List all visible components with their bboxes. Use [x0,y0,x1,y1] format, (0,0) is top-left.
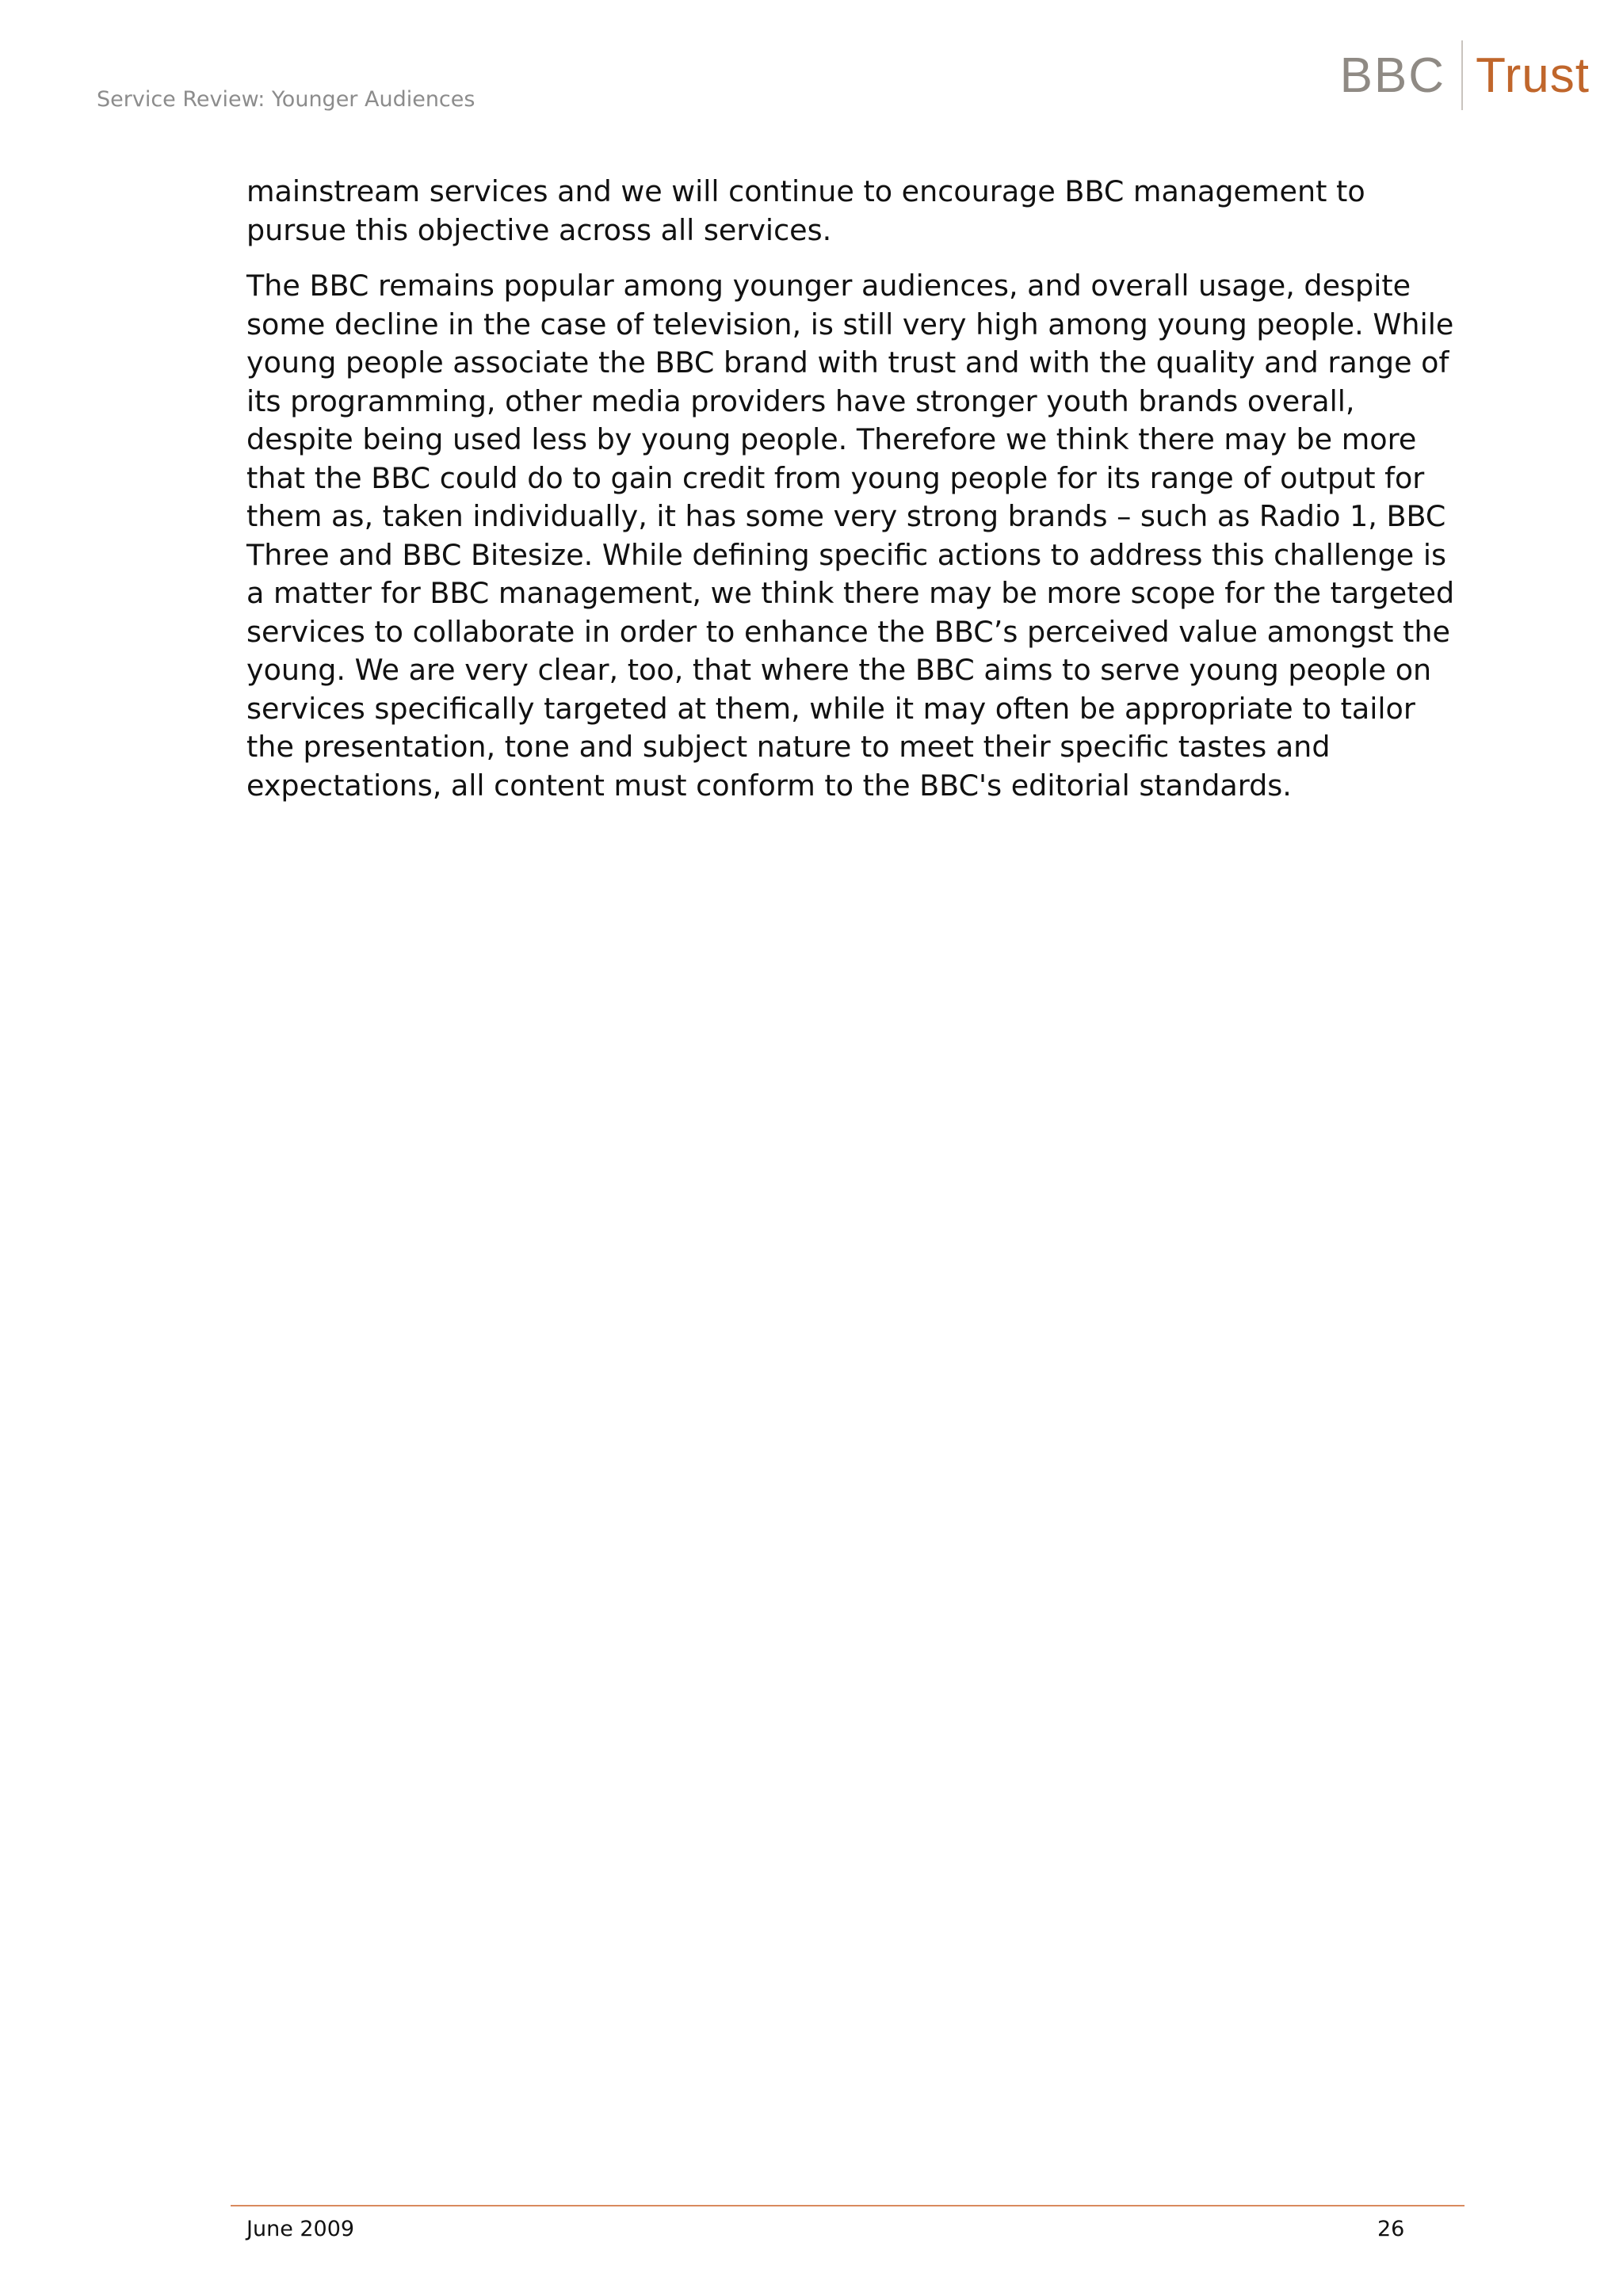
footer-rule [231,2205,1465,2206]
body-text [246,173,1459,822]
paragraph-1: mainstream services and we will continue to encourage BBC management to pursue this objective across all services. [246,174,1365,247]
logo-trust-text: Trust [1476,48,1590,103]
paragraph-2: The BBC remains popular among younger audiences, and overall usage, despite some decline in the case of television, is still very high among young people. While young people associate the BBC brand with trust and with the quality and range of its programming, other media providers have stronger youth brands overall, despite being used less by young people. Therefore we think there may be more that the BBC could do to gain credit from young people for its range of output for them as, taken individually, it has some very strong brands – such as Radio 1, BBC Three and BBC Bitesize. While defining specific actions to address this challenge is a matter for BBC management, we think there may be more scope for the targeted services to collaborate in order to enhance the BBC’s perceived value amongst the young. We are very clear, too, that where the BBC aims to serve young people on services specifically targeted at them, while it may often be appropriate to tailor the presentation, tone and subject nature to meet their specific tastes and expectations, all content must conform to the BBC's editorial standards. [246,269,1455,803]
bbc-trust-logo [1340,40,1590,111]
page-number: 26 [1377,2217,1405,2241]
footer-date: June 2009 [246,2217,355,2241]
running-header-title: Service Review: Younger Audiences [97,87,475,112]
logo-divider [1461,40,1463,110]
logo-bbc-text: BBC [1339,48,1446,103]
